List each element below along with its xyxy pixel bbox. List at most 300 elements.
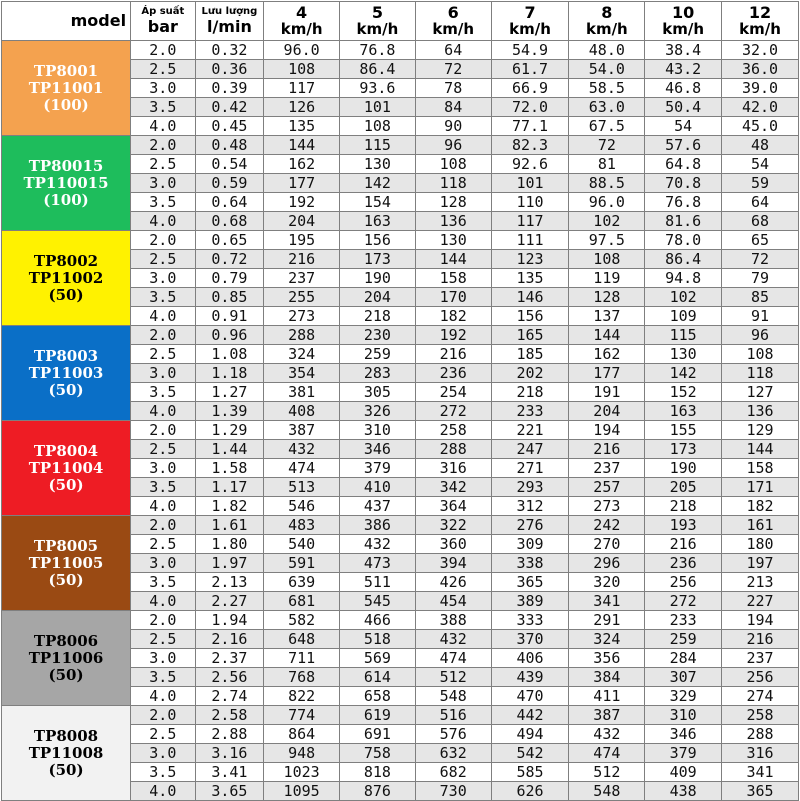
rate-cell: 379 (340, 459, 416, 478)
rate-cell: 109 (645, 307, 722, 326)
model-cell (2, 706, 131, 801)
rate-cell: 356 (569, 649, 645, 668)
rate-cell: 681 (264, 592, 340, 611)
rate-cell: 387 (264, 421, 340, 440)
rate-cell: 170 (415, 288, 491, 307)
rate-cell: 128 (415, 193, 491, 212)
pressure-cell: 4.0 (131, 592, 196, 611)
rate-cell: 342 (415, 478, 491, 497)
rate-cell: 442 (491, 706, 569, 725)
model-label-line: TP11008 (28, 743, 104, 762)
table-row (2, 516, 799, 535)
rate-cell: 216 (264, 250, 340, 269)
rate-cell: 255 (264, 288, 340, 307)
pressure-cell: 2.0 (131, 706, 196, 725)
rate-cell: 365 (491, 573, 569, 592)
rate-cell: 221 (491, 421, 569, 440)
model-label-line: TP11004 (28, 458, 104, 477)
pressure-cell: 2.0 (131, 421, 196, 440)
table-row (2, 611, 799, 630)
rate-cell: 216 (722, 630, 799, 649)
rate-cell: 81.6 (645, 212, 722, 231)
rate-cell: 518 (340, 630, 416, 649)
rate-cell: 136 (415, 212, 491, 231)
rate-cell: 324 (264, 345, 340, 364)
pressure-cell: 2.0 (131, 611, 196, 630)
rate-cell: 236 (645, 554, 722, 573)
pressure-cell: 3.5 (131, 383, 196, 402)
rate-cell: 271 (491, 459, 569, 478)
rate-cell: 273 (569, 497, 645, 516)
rate-cell: 97.5 (569, 231, 645, 250)
rate-cell: 364 (415, 497, 491, 516)
pressure-cell: 4.0 (131, 497, 196, 516)
rate-cell: 516 (415, 706, 491, 725)
flow-cell: 1.97 (195, 554, 264, 573)
rate-cell: 387 (569, 706, 645, 725)
rate-cell: 948 (264, 744, 340, 763)
rate-cell: 354 (264, 364, 340, 383)
flow-cell: 0.39 (195, 79, 264, 98)
model-label-line: TP8001 (33, 61, 99, 80)
rate-cell: 102 (569, 212, 645, 231)
rate-cell: 96 (415, 136, 491, 155)
rate-cell: 65 (722, 231, 799, 250)
speed-header-unit: km/h (739, 20, 781, 38)
rate-cell: 272 (645, 592, 722, 611)
rate-cell: 72 (569, 136, 645, 155)
rate-cell: 177 (264, 174, 340, 193)
rate-cell: 864 (264, 725, 340, 744)
speed-header-unit: km/h (280, 20, 323, 38)
rate-cell: 254 (415, 383, 491, 402)
rate-cell: 247 (491, 440, 569, 459)
rate-cell: 204 (264, 212, 340, 231)
rate-cell: 730 (415, 782, 491, 801)
rate-cell: 108 (415, 155, 491, 174)
rate-cell: 258 (722, 706, 799, 725)
model-label-line: TP11005 (28, 553, 104, 572)
rate-cell: 54.0 (569, 60, 645, 79)
model-cell (2, 421, 131, 516)
rate-cell: 384 (569, 668, 645, 687)
rate-cell: 296 (569, 554, 645, 573)
rate-cell: 389 (491, 592, 569, 611)
rate-cell: 173 (340, 250, 416, 269)
rate-cell: 346 (645, 725, 722, 744)
rate-cell: 822 (264, 687, 340, 706)
rate-cell: 276 (491, 516, 569, 535)
speed-header-value: 10 (672, 3, 695, 22)
table-row (2, 326, 799, 345)
rate-cell: 216 (415, 345, 491, 364)
flow-cell: 0.85 (195, 288, 264, 307)
model-label-line: (50) (48, 570, 84, 589)
rate-cell: 117 (491, 212, 569, 231)
flow-header (195, 2, 264, 41)
rate-cell: 274 (722, 687, 799, 706)
rate-cell: 182 (415, 307, 491, 326)
table-row (2, 41, 799, 60)
rate-cell: 1023 (264, 763, 340, 782)
rate-cell: 130 (340, 155, 416, 174)
model-label-line: TP80015 (28, 156, 104, 175)
rate-cell: 182 (722, 497, 799, 516)
rate-cell: 320 (569, 573, 645, 592)
flow-cell: 2.56 (195, 668, 264, 687)
table-body (2, 41, 799, 801)
pressure-cell: 4.0 (131, 307, 196, 326)
rate-cell: 61.7 (491, 60, 569, 79)
rate-cell: 307 (645, 668, 722, 687)
rate-cell: 272 (415, 402, 491, 421)
rate-cell: 365 (722, 782, 799, 801)
flow-cell: 1.80 (195, 535, 264, 554)
nozzle-flow-table (1, 1, 799, 801)
pressure-cell: 2.5 (131, 345, 196, 364)
speed-header-value: 8 (601, 3, 613, 22)
model-cell (2, 611, 131, 706)
rate-cell: 205 (645, 478, 722, 497)
rate-cell: 161 (722, 516, 799, 535)
rate-cell: 230 (340, 326, 416, 345)
rate-cell: 258 (415, 421, 491, 440)
rate-cell: 86.4 (340, 60, 416, 79)
flow-cell: 3.16 (195, 744, 264, 763)
rate-cell: 619 (340, 706, 416, 725)
rate-cell: 108 (569, 250, 645, 269)
rate-cell: 305 (340, 383, 416, 402)
pressure-cell: 3.0 (131, 269, 196, 288)
rate-cell: 591 (264, 554, 340, 573)
flow-cell: 1.58 (195, 459, 264, 478)
rate-cell: 96.0 (569, 193, 645, 212)
rate-cell: 118 (415, 174, 491, 193)
pressure-cell: 2.5 (131, 630, 196, 649)
rate-cell: 474 (569, 744, 645, 763)
rate-cell: 72 (722, 250, 799, 269)
speed-header-12kmh (722, 2, 799, 41)
rate-cell: 135 (264, 117, 340, 136)
rate-cell: 190 (645, 459, 722, 478)
rate-cell: 162 (264, 155, 340, 174)
model-label-line: (50) (48, 380, 84, 399)
pressure-cell: 3.5 (131, 193, 196, 212)
rate-cell: 256 (722, 668, 799, 687)
model-cell (2, 41, 131, 136)
speed-header-8kmh (569, 2, 645, 41)
model-label-line: TP8005 (33, 536, 99, 555)
rate-cell: 768 (264, 668, 340, 687)
rate-cell: 513 (264, 478, 340, 497)
rate-cell: 691 (340, 725, 416, 744)
model-label-line: TP11001 (28, 78, 104, 97)
rate-cell: 192 (264, 193, 340, 212)
speed-header-7kmh (491, 2, 569, 41)
flow-cell: 1.94 (195, 611, 264, 630)
rate-cell: 585 (491, 763, 569, 782)
rate-cell: 110 (491, 193, 569, 212)
rate-cell: 259 (645, 630, 722, 649)
rate-cell: 394 (415, 554, 491, 573)
rate-cell: 136 (722, 402, 799, 421)
flow-cell: 1.39 (195, 402, 264, 421)
rate-cell: 569 (340, 649, 416, 668)
rate-cell: 118 (722, 364, 799, 383)
rate-cell: 432 (340, 535, 416, 554)
speed-header-value: 6 (447, 3, 459, 22)
rate-cell: 470 (491, 687, 569, 706)
rate-cell: 213 (722, 573, 799, 592)
rate-cell: 82.3 (491, 136, 569, 155)
rate-cell: 102 (645, 288, 722, 307)
rate-cell: 216 (645, 535, 722, 554)
rate-cell: 288 (264, 326, 340, 345)
rate-cell: 36.0 (722, 60, 799, 79)
rate-cell: 115 (645, 326, 722, 345)
model-label-line: (50) (48, 665, 84, 684)
flow-cell: 0.59 (195, 174, 264, 193)
speed-header-value: 12 (748, 3, 772, 22)
rate-cell: 72.0 (491, 98, 569, 117)
rate-cell: 288 (415, 440, 491, 459)
rate-cell: 194 (569, 421, 645, 440)
flow-cell: 1.27 (195, 383, 264, 402)
rate-cell: 454 (415, 592, 491, 611)
rate-cell: 144 (264, 136, 340, 155)
rate-cell: 548 (569, 782, 645, 801)
rate-cell: 96 (722, 326, 799, 345)
rate-cell: 432 (264, 440, 340, 459)
rate-cell: 68 (722, 212, 799, 231)
rate-cell: 194 (722, 611, 799, 630)
speed-header-value: 5 (371, 3, 383, 22)
rate-cell: 76.8 (645, 193, 722, 212)
rate-cell: 582 (264, 611, 340, 630)
rate-cell: 202 (491, 364, 569, 383)
rate-cell: 144 (569, 326, 645, 345)
model-cell (2, 231, 131, 326)
rate-cell: 197 (722, 554, 799, 573)
rate-cell: 108 (264, 60, 340, 79)
rate-cell: 59 (722, 174, 799, 193)
rate-cell: 90 (415, 117, 491, 136)
flow-cell: 0.79 (195, 269, 264, 288)
model-label-line: (100) (43, 190, 89, 209)
pressure-cell: 2.0 (131, 41, 196, 60)
rate-cell: 142 (340, 174, 416, 193)
flow-cell: 1.29 (195, 421, 264, 440)
rate-cell: 411 (569, 687, 645, 706)
model-label-line: TP8002 (33, 251, 99, 270)
rate-cell: 227 (722, 592, 799, 611)
pressure-cell: 2.0 (131, 136, 196, 155)
flow-cell: 0.32 (195, 41, 264, 60)
rate-cell: 474 (264, 459, 340, 478)
rate-cell: 682 (415, 763, 491, 782)
rate-cell: 540 (264, 535, 340, 554)
rate-cell: 316 (415, 459, 491, 478)
pressure-cell: 3.0 (131, 649, 196, 668)
rate-cell: 233 (491, 402, 569, 421)
flow-cell: 1.18 (195, 364, 264, 383)
rate-cell: 236 (415, 364, 491, 383)
rate-cell: 774 (264, 706, 340, 725)
flow-cell: 0.68 (195, 212, 264, 231)
rate-cell: 273 (264, 307, 340, 326)
rate-cell: 38.4 (645, 41, 722, 60)
rate-cell: 45.0 (722, 117, 799, 136)
pressure-cell: 3.0 (131, 459, 196, 478)
pressure-cell: 2.5 (131, 440, 196, 459)
pressure-cell: 3.0 (131, 174, 196, 193)
rate-cell: 54.9 (491, 41, 569, 60)
speed-header-unit: km/h (356, 20, 399, 38)
flow-cell: 0.65 (195, 231, 264, 250)
rate-cell: 123 (491, 250, 569, 269)
rate-cell: 381 (264, 383, 340, 402)
pressure-cell: 3.5 (131, 98, 196, 117)
pressure-cell: 2.5 (131, 60, 196, 79)
speed-header-10kmh (645, 2, 722, 41)
speed-header-value: 7 (524, 3, 536, 22)
rate-cell: 216 (569, 440, 645, 459)
rate-cell: 288 (722, 725, 799, 744)
rate-cell: 117 (264, 79, 340, 98)
model-cell (2, 516, 131, 611)
rate-cell: 542 (491, 744, 569, 763)
rate-cell: 152 (645, 383, 722, 402)
pressure-cell: 4.0 (131, 212, 196, 231)
rate-cell: 50.4 (645, 98, 722, 117)
rate-cell: 72 (415, 60, 491, 79)
rate-cell: 128 (569, 288, 645, 307)
rate-cell: 127 (722, 383, 799, 402)
rate-cell: 54 (722, 155, 799, 174)
rate-cell: 193 (645, 516, 722, 535)
flow-cell: 1.61 (195, 516, 264, 535)
model-label-line: (50) (48, 285, 84, 304)
rate-cell: 46.8 (645, 79, 722, 98)
flow-cell: 0.72 (195, 250, 264, 269)
flow-cell: 1.82 (195, 497, 264, 516)
pressure-header-unit: bar (147, 17, 178, 36)
speed-header-unit: km/h (509, 20, 551, 38)
rate-cell: 91 (722, 307, 799, 326)
model-label-line: TP8004 (33, 441, 99, 460)
rate-cell: 66.9 (491, 79, 569, 98)
rate-cell: 137 (569, 307, 645, 326)
rate-cell: 291 (569, 611, 645, 630)
rate-cell: 171 (722, 478, 799, 497)
flow-cell: 2.88 (195, 725, 264, 744)
pressure-cell: 2.5 (131, 155, 196, 174)
rate-cell: 406 (491, 649, 569, 668)
pressure-cell: 2.0 (131, 326, 196, 345)
rate-cell: 79 (722, 269, 799, 288)
rate-cell: 270 (569, 535, 645, 554)
flow-header-label: Lưu lượng (201, 6, 258, 17)
pressure-cell: 2.0 (131, 231, 196, 250)
rate-cell: 546 (264, 497, 340, 516)
flow-header-unit: l/min (206, 17, 252, 36)
rate-cell: 309 (491, 535, 569, 554)
rate-cell: 218 (340, 307, 416, 326)
flow-cell: 1.17 (195, 478, 264, 497)
speed-header-unit: km/h (662, 20, 705, 38)
rate-cell: 173 (645, 440, 722, 459)
rate-cell: 130 (645, 345, 722, 364)
rate-cell: 283 (340, 364, 416, 383)
rate-cell: 310 (340, 421, 416, 440)
rate-cell: 483 (264, 516, 340, 535)
model-label-line: TP8006 (33, 631, 99, 650)
rate-cell: 204 (340, 288, 416, 307)
rate-cell: 626 (491, 782, 569, 801)
rate-cell: 180 (722, 535, 799, 554)
flow-cell: 0.42 (195, 98, 264, 117)
model-label-line: TP110015 (23, 173, 109, 192)
rate-cell: 76.8 (340, 41, 416, 60)
pressure-cell: 2.0 (131, 516, 196, 535)
rate-cell: 144 (415, 250, 491, 269)
rate-cell: 192 (415, 326, 491, 345)
rate-cell: 158 (415, 269, 491, 288)
flow-cell: 2.37 (195, 649, 264, 668)
rate-cell: 190 (340, 269, 416, 288)
flow-cell: 0.64 (195, 193, 264, 212)
rate-cell: 78.0 (645, 231, 722, 250)
model-label-line: TP8008 (33, 726, 99, 745)
pressure-cell: 3.0 (131, 744, 196, 763)
rate-cell: 324 (569, 630, 645, 649)
rate-cell: 409 (645, 763, 722, 782)
rate-cell: 177 (569, 364, 645, 383)
pressure-cell: 3.5 (131, 573, 196, 592)
rate-cell: 341 (569, 592, 645, 611)
pressure-cell: 4.0 (131, 402, 196, 421)
rate-cell: 648 (264, 630, 340, 649)
rate-cell: 88.5 (569, 174, 645, 193)
rate-cell: 326 (340, 402, 416, 421)
model-label-line: TP11006 (28, 648, 104, 667)
rate-cell: 57.6 (645, 136, 722, 155)
rate-cell: 341 (722, 763, 799, 782)
rate-cell: 218 (645, 497, 722, 516)
flow-cell: 0.96 (195, 326, 264, 345)
rate-cell: 204 (569, 402, 645, 421)
rate-cell: 511 (340, 573, 416, 592)
table-row (2, 136, 799, 155)
flow-cell: 3.41 (195, 763, 264, 782)
flow-cell: 2.58 (195, 706, 264, 725)
flow-cell: 2.16 (195, 630, 264, 649)
rate-cell: 876 (340, 782, 416, 801)
rate-cell: 711 (264, 649, 340, 668)
rate-cell: 639 (264, 573, 340, 592)
rate-cell: 379 (645, 744, 722, 763)
rate-cell: 360 (415, 535, 491, 554)
model-cell (2, 136, 131, 231)
rate-cell: 48 (722, 136, 799, 155)
rate-cell: 614 (340, 668, 416, 687)
rate-cell: 432 (569, 725, 645, 744)
pressure-header (131, 2, 196, 41)
model-label-line: (100) (43, 95, 89, 114)
rate-cell: 70.8 (645, 174, 722, 193)
flow-cell: 2.27 (195, 592, 264, 611)
rate-cell: 86.4 (645, 250, 722, 269)
